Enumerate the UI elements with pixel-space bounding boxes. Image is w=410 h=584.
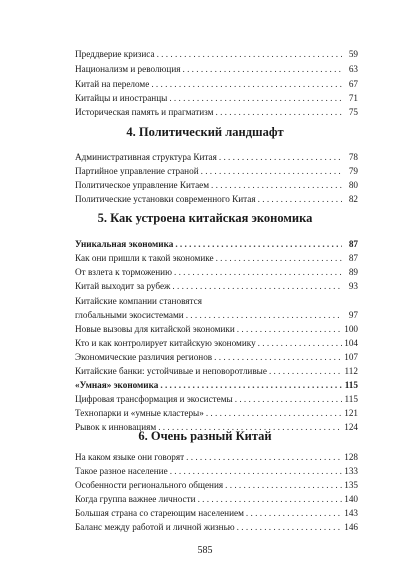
toc-entry — [75, 237, 358, 251]
toc-leader-dots — [157, 47, 342, 61]
toc-entry — [75, 336, 358, 350]
toc-entry-title: Китайские банки: устойчивые и неповоротливые — [75, 366, 267, 376]
toc-entry — [75, 392, 358, 406]
toc-entry-page: 128 — [344, 452, 358, 462]
toc-leader-dots — [211, 178, 342, 192]
toc-leader-dots — [258, 336, 342, 350]
toc-entry-page: 87 — [348, 253, 358, 263]
toc-leader-dots — [198, 492, 342, 506]
chapter-heading: 6. Очень разный Китай — [138, 429, 272, 443]
toc-entry — [75, 322, 358, 336]
toc-entry-page: 107 — [344, 352, 358, 362]
toc-leader-dots — [206, 406, 342, 420]
toc-entry — [75, 62, 358, 76]
toc-entry-page: 97 — [348, 310, 358, 320]
toc-entry — [75, 364, 358, 378]
toc-entry-title: Национализм и революция — [75, 64, 181, 74]
page-number: 585 — [197, 545, 213, 556]
toc-entry-title: Особенности регионального общения — [75, 480, 224, 490]
toc-entry — [75, 251, 358, 265]
toc-entry-title: Как они пришли к такой экономике — [75, 253, 214, 263]
toc-entry — [75, 308, 358, 322]
toc-entry — [75, 164, 358, 178]
toc-leader-dots — [186, 450, 342, 464]
chapter-heading: 5. Как устроена китайская экономика — [97, 211, 313, 225]
toc-leader-dots — [170, 464, 342, 478]
toc-leader-dots — [225, 478, 342, 492]
toc-entry — [75, 265, 358, 279]
toc-entry-title: Партийное управление страной — [75, 166, 199, 176]
toc-entry — [75, 478, 358, 492]
toc-entry-title: Историческая память и прагматизм — [75, 107, 214, 117]
toc-entry-title: Кто и как контролирует китайскую экономику — [75, 338, 256, 348]
toc-leader-dots — [216, 251, 342, 265]
toc-entry — [75, 406, 358, 420]
chapter-heading: 4. Политический ландшафт — [126, 125, 284, 139]
toc-entry-title: Экономические различия регионов — [75, 352, 213, 362]
toc-leader-dots — [246, 506, 342, 520]
toc-entry-page: 115 — [344, 394, 358, 404]
toc-entry-page: 75 — [348, 107, 358, 117]
toc-entry-page: 93 — [348, 281, 358, 291]
toc-leader-dots — [186, 308, 342, 322]
toc-entry — [75, 47, 358, 61]
toc-entry-page: 82 — [348, 194, 358, 204]
toc-entry-page: 143 — [344, 508, 358, 518]
toc-entry-page: 115 — [344, 380, 358, 390]
toc-entry-page: 146 — [344, 522, 358, 532]
toc-entry-page: 104 — [344, 338, 358, 348]
toc-leader-dots — [175, 237, 342, 251]
toc-entry-title: Китайцы и иностранцы — [75, 93, 168, 103]
toc-entry — [75, 105, 358, 119]
toc-leader-dots — [174, 265, 342, 279]
toc-entry-title: Политические установки современного Китая — [75, 194, 256, 204]
toc-entry-title: Такое разное население — [75, 466, 168, 476]
toc-entry — [75, 492, 358, 506]
toc-entry-title: Большая страна со стареющим населением — [75, 508, 244, 518]
toc-entry-title: Политическое управление Китаем — [75, 180, 210, 190]
toc-entry-title: Административная структура Китая — [75, 152, 217, 162]
toc-entry-title: Китайские компании становятся — [75, 296, 202, 306]
toc-entry-title: Баланс между работой и личной жизнью — [75, 522, 235, 532]
toc-leader-dots — [151, 77, 342, 91]
toc-entry-title: Цифровая трансформация и экосистемы — [75, 394, 233, 404]
toc-entry-title: Рывок к инновациям — [75, 422, 157, 432]
toc-entry-title: На каком языке они говорят — [75, 452, 185, 462]
toc-entry-page: 89 — [348, 267, 358, 277]
toc-entry-page: 140 — [344, 494, 358, 504]
toc-leader-dots — [169, 91, 342, 105]
toc-entry — [75, 192, 358, 206]
toc-entry-page: 78 — [348, 152, 358, 162]
toc-entry-title: глобальными экосистемами — [75, 310, 184, 320]
toc-entry-page: 121 — [344, 408, 358, 418]
toc-entry-title: «Умная» экономика — [75, 380, 159, 390]
toc-leader-dots — [258, 192, 342, 206]
toc-leader-dots — [214, 350, 342, 364]
toc-leader-dots — [237, 322, 342, 336]
toc-entry — [75, 520, 358, 534]
toc-entry-title: Когда группа важнее личности — [75, 494, 196, 504]
toc-entry — [75, 279, 358, 293]
toc-entry-title: Преддверие кризиса — [75, 49, 155, 59]
toc-entry-page: 124 — [344, 422, 358, 432]
toc-entry-title: От взлета к торможению — [75, 267, 172, 277]
toc-entry-page: 133 — [344, 466, 358, 476]
toc-leader-dots — [215, 105, 342, 119]
toc-entry-page: 63 — [348, 64, 358, 74]
toc-entry — [75, 294, 358, 308]
toc-entry-title: Новые вызовы для китайской экономики — [75, 324, 235, 334]
toc-leader-dots — [219, 150, 342, 164]
toc-entry-page: 80 — [348, 180, 358, 190]
toc-entry-page: 87 — [348, 239, 358, 249]
toc-entry — [75, 77, 358, 91]
toc-entry-title: Китай выходит за рубеж — [75, 281, 171, 291]
toc-entry-page: 112 — [344, 366, 358, 376]
toc-entry — [75, 178, 358, 192]
toc-leader-dots — [182, 62, 342, 76]
toc-entry-page: 59 — [348, 49, 358, 59]
toc-entry — [75, 350, 358, 364]
toc-entry — [75, 450, 358, 464]
toc-entry-title: Китай на переломе — [75, 79, 150, 89]
toc-leader-dots — [172, 279, 342, 293]
toc-leader-dots — [201, 164, 342, 178]
toc-entry-title: Технопарки и «умные кластеры» — [75, 408, 204, 418]
toc-entry — [75, 150, 358, 164]
toc-entry-page: 135 — [344, 480, 358, 490]
toc-leader-dots — [269, 364, 342, 378]
toc-entry-title: Уникальная экономика — [75, 239, 174, 249]
toc-leader-dots — [235, 392, 342, 406]
toc-entry-page: 79 — [348, 166, 358, 176]
toc-entry — [75, 506, 358, 520]
toc-entry — [75, 464, 358, 478]
toc-entry-page: 71 — [348, 93, 358, 103]
toc-entry-page: 100 — [344, 324, 358, 334]
toc-entry — [75, 91, 358, 105]
toc-entry-page: 67 — [348, 79, 358, 89]
toc-entry — [75, 378, 358, 392]
toc-leader-dots — [160, 378, 342, 392]
toc-leader-dots — [237, 520, 342, 534]
